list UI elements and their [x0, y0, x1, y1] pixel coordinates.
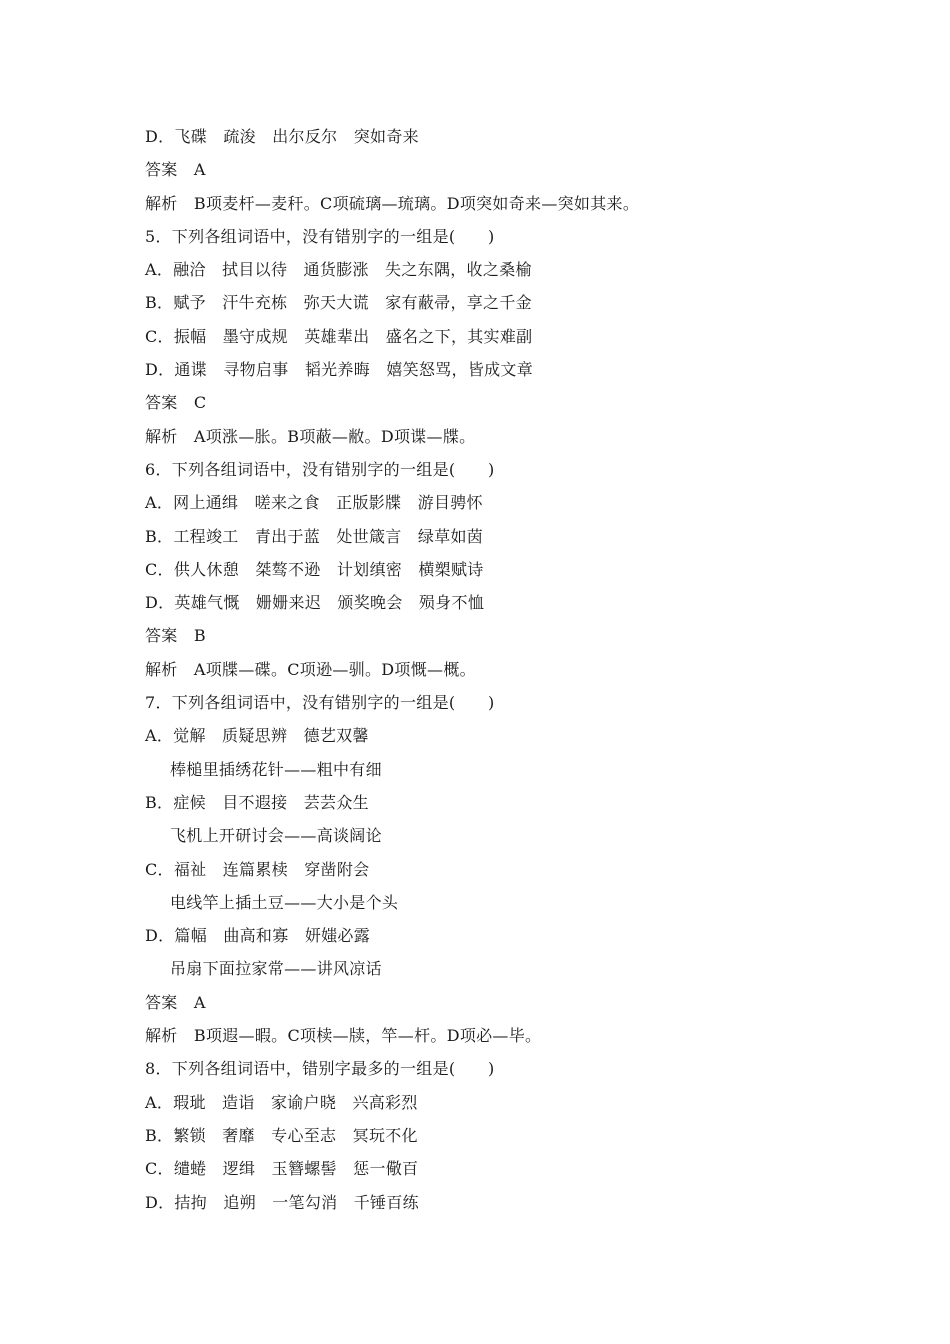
- option-line: D．飞碟 疏浚 出尔反尔 突如奇来: [145, 127, 419, 146]
- option-line: A．瑕玼 造诣 家谕户晓 兴高彩烈: [145, 1092, 418, 1112]
- explanation-line: 解析 A项牒—碟。C项逊—驯。D项慨—概。: [145, 659, 476, 679]
- option-line: D．篇幅 曲高和寡 妍媸必露: [145, 926, 371, 946]
- question-7: 7．下列各组词语中，没有错别字的一组是( ): [145, 693, 495, 713]
- option-line: D．英雄气慨 姗姗来迟 颁奖晚会 殒身不恤: [145, 593, 485, 613]
- option-line: C．振幅 墨守成规 英雄辈出 盛名之下，其实难副: [145, 326, 533, 346]
- answer-line: 答案 C: [145, 393, 207, 413]
- option-continuation: 棒槌里插绣花针——粗中有细: [170, 759, 382, 779]
- question-6: 6．下列各组词语中，没有错别字的一组是( ): [145, 459, 495, 479]
- option-line: B．繁锁 奢靡 专心至志 冥玩不化: [145, 1125, 418, 1145]
- option-line: B．工程竣工 青出于蓝 处世箴言 绿草如茵: [145, 526, 484, 546]
- question-5: 5．下列各组词语中，没有错别字的一组是( ): [145, 226, 495, 246]
- question-8: 8．下列各组词语中，错别字最多的一组是( ): [145, 1059, 495, 1079]
- option-line: D．通谍 寻物启事 韬光养晦 嬉笑怒骂，皆成文章: [145, 360, 534, 380]
- option-line: C．福祉 连篇累椟 穿凿附会: [145, 859, 370, 879]
- answer-line: 答案 B: [145, 626, 206, 646]
- explanation-line: 解析 B项遐—暇。C项椟—牍，竿—杆。D项必—毕。: [145, 1026, 542, 1046]
- option-line: A．网上通缉 嗟来之食 正版影牒 游目骋怀: [145, 493, 483, 513]
- document-page: [145, 120, 845, 1219]
- option-line: C．缱蜷 逻缉 玉簪螺髻 惩一儆百: [145, 1159, 419, 1179]
- option-continuation: 电线竿上插土豆——大小是个头: [170, 892, 399, 912]
- option-line: C．供人休憩 桀骜不逊 计划缜密 横槊赋诗: [145, 559, 484, 579]
- option-continuation: 飞机上开研讨会——高谈阔论: [170, 826, 382, 846]
- option-line: A．觉解 质疑思辨 德艺双馨: [145, 726, 369, 746]
- option-line: A．融洽 拭目以待 通货膨涨 失之东隅，收之桑榆: [145, 260, 532, 280]
- explanation-line: 解析 B项麦杆—麦秆。C项硫璃—琉璃。D项突如奇来—突如其来。: [145, 193, 640, 213]
- answer-line: 答案 A: [145, 160, 206, 180]
- explanation-line: 解析 A项涨—胀。B项蔽—敝。D项谍—牒。: [145, 426, 476, 446]
- option-line: B．赋予 汗牛充栋 弥天大谎 家有蔽帚，享之千金: [145, 293, 532, 313]
- option-continuation: 吊扇下面拉家常——讲风凉话: [170, 959, 382, 979]
- answer-line: 答案 A: [145, 992, 206, 1012]
- option-line: D．拮拘 追朔 一笔勾消 千锤百练: [145, 1192, 419, 1212]
- option-line: B．症候 目不遐接 芸芸众生: [145, 792, 369, 812]
